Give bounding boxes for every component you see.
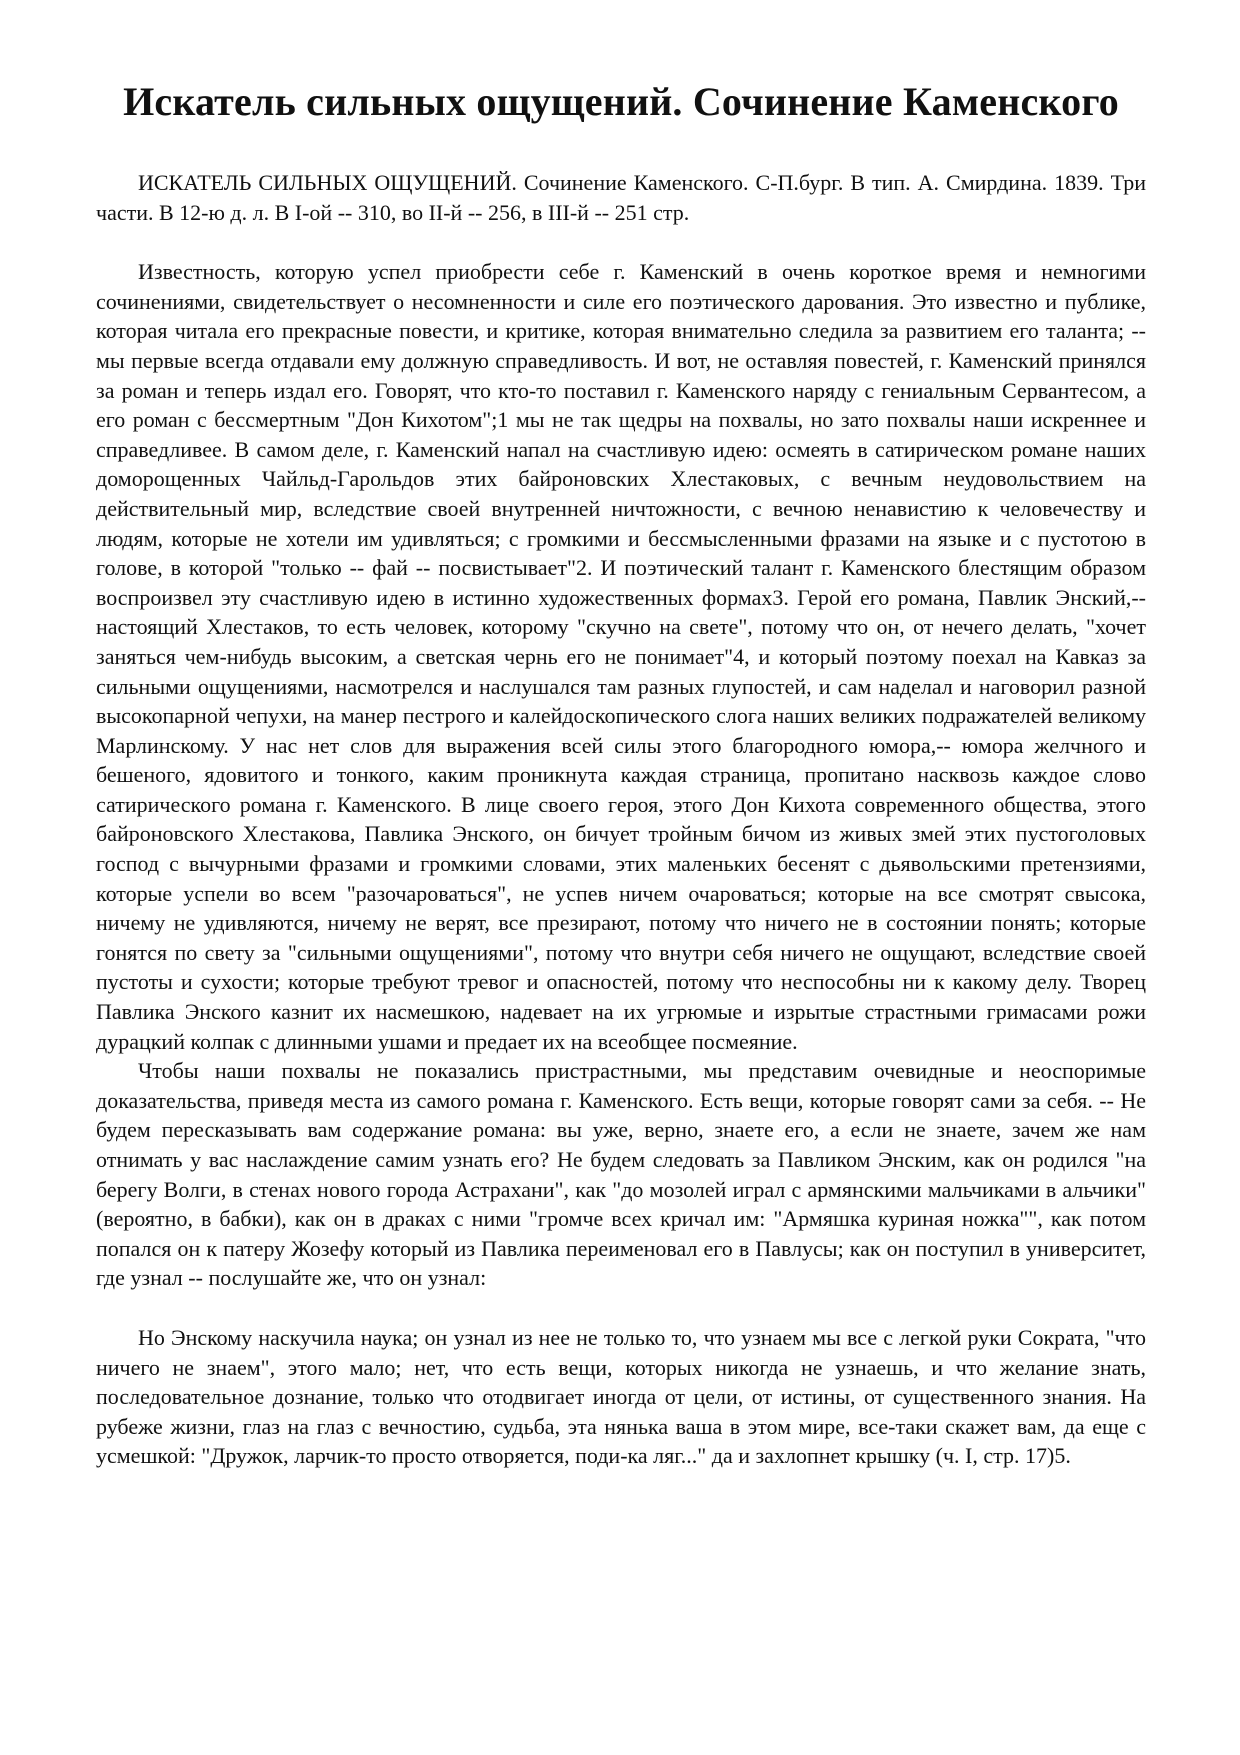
quoted-excerpt-paragraph: Но Энскому наскучила наука; он узнал из нее не только то, что узнаем мы все с легкой руки Сократа, "что ничего не знаем", этого мало; нет, что есть вещи, которых никогда не узнаешь, и что желание знать, последовательное дознание, только что отодвигает иногда от цели, от истины, от существенного знания. На рубеже жизни, глаз на глаз с вечностию, судьба, эта нянька ваша в этом мире, все-таки скажет вам, да еще с усмешкой: "Дружок, ларчик-то просто отворяется, поди-ка ляг..." да и захлопнет крышку (ч. I, стр. 17)5. (96, 1324, 1146, 1469)
bibliographic-paragraph: ИСКАТЕЛЬ СИЛЬНЫХ ОЩУЩЕНИЙ. Сочинение Каменского. С-П.бург. В тип. А. Смирдина. 1839. Три части. В 12-ю д. л. В I-ой -- 310, во II-й -- 256, в III-й -- 251 стр. (96, 170, 1146, 225)
review-paragraph-main: Известность, которую успел приобрести себе г. Каменский в очень короткое время и немногими сочинениями, свидетельствует о несомненности и силе его поэтического дарования. Это известно и публике, которая читала его прекрасные повести, и критике, которая внимательно следила за развитием его таланта; -- мы первые всегда отдавали ему должную справедливость. И вот, не оставляя повестей, г. Каменский принялся за роман и теперь издал его. Говорят, что кто-то поставил г. Каменского наряду с гениальным Сервантесом, а его роман с бессмертным "Дон Кихотом";1 мы не так щедры на похвалы, но зато похвалы наши искреннее и справедливее. В самом деле, г. Каменский напал на счастливую идею: осмеять в сатирическом романе наших доморощенных Чайльд-Гарольдов этих байроновских Хлестаковых, с вечным неудовольствием на действительный мир, вследствие своей внутренней ничтожности, с вечною ненавистию к человечеству и людям, которые не хотели им удивляться; с громкими и бессмысленными фразами на языке и с пустотою в голове, в которой "только -- фай -- посвистывает"2. И поэтический талант г. Каменского блестящим образом воспроизвел эту счастливую идею в истинно художественных формах3. Герой его романа, Павлик Энский,-- настоящий Хлестаков, то есть человек, которому "скучно на свете", потому что он, от нечего делать, "хочет заняться чем-нибудь высоким, а светская чернь его не понимает"4, и который поэтому поехал на Кавказ за сильными ощущениями, насмотрелся и наслушался там разных глупостей, и сам наделал и наговорил разной высокопарной чепухи, на манер пестрого и калейдоскопического слога наших великих подражателей великому Марлинскому. У нас нет слов для выражения всей силы этого благородного юмора,-- юмора желчного и бешеного, ядовитого и тонкого, каким проникнута каждая страница, пропитано насквозь каждое слово сатирического романа г. Каменского. В лице своего героя, этого Дон Кихота современного общества, этого байроновского Хлестакова, Павлика Энского, он бичует тройным бичом из живых змей этих пустоголовых господ с вычурными фразами и громкими словами, этих маленьких бесенят с дьявольскими претензиями, которые успели во всем "разочароваться", не успев ничем очароваться; которые на все смотрят свысока, ничему не удивляются, ничему не верят, все презирают, потому что ничего не в состоянии понять; которые гонятся по свету за "сильными ощущениями", потому что внутри себя ничего не ощущают, вследствие своей пустоты и сухости; которые требуют тревог и опасностей, потому что неспособны ни к какому делу. Творец Павлика Энского казнит их насмешкою, надевает на их угрюмые и изрытые страстными гримасами рожи дурацкий колпак с длинными ушами и предает их на всеобщее посмеяние. (96, 259, 1146, 1054)
document-title: Искатель сильных ощущений. Сочинение Каменского (123, 79, 1119, 124)
document-page (96, 78, 1146, 1471)
review-paragraph-second: Чтобы наши похвалы не показались пристрастными, мы представим очевидные и неоспоримые доказательства, приведя места из самого романа г. Каменского. Есть вещи, которые говорят сами за себя. -- Не будем пересказывать вам содержание романа: вы уже, верно, знаете его, а если не знаете, зачем же нам отнимать у вас наслаждение самим узнать его? Не будем следовать за Павликом Энским, как он родился "на берегу Волги, в стенах нового города Астрахани", как "до мозолей играл с армянскими мальчиками в альчики" (вероятно, в бабки), как он в драках с ними "громче всех кричал им: "Армяшка куриная ножка"", как потом попался он к патеру Жозефу который из Павлика переименовал его в Павлусы; как он поступил в университет, где узнал -- послушайте же, что он узнал: (96, 1058, 1146, 1291)
